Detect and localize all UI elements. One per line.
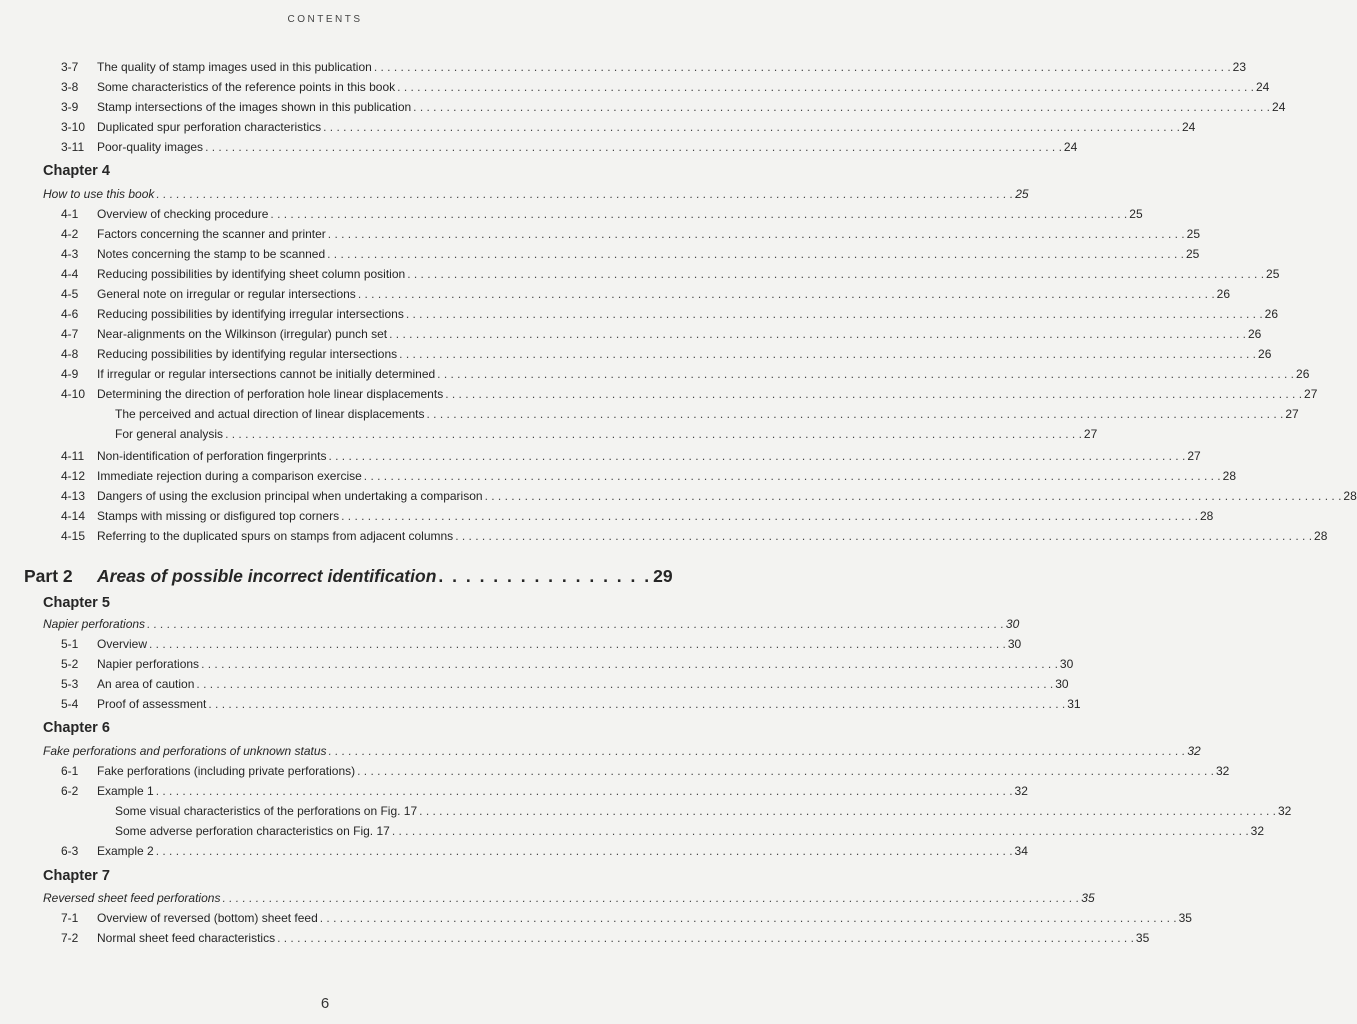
entry-title: Overview of reversed (bottom) sheet feed bbox=[97, 911, 318, 925]
toc-entry bbox=[61, 100, 1286, 114]
dot-leader bbox=[358, 287, 1215, 301]
entry-number: 7-1 bbox=[61, 911, 79, 925]
entry-title: Overview of checking procedure bbox=[97, 207, 269, 221]
toc-entry bbox=[61, 80, 1270, 94]
entry-number: 3-10 bbox=[61, 120, 86, 134]
entry-title: Reversed sheet feed perforations bbox=[43, 891, 221, 905]
entry-number: 3-7 bbox=[61, 60, 79, 74]
entry-number: 5-4 bbox=[61, 697, 79, 711]
entry-title: Duplicated spur perforation characteristics bbox=[97, 120, 322, 134]
entry-page: 32 bbox=[1014, 784, 1028, 798]
entry-page: 27 bbox=[1083, 427, 1098, 441]
entry-title: Factors concerning the scanner and printer bbox=[97, 227, 326, 241]
toc-entry bbox=[61, 367, 1310, 381]
entry-page: 27 bbox=[1304, 387, 1318, 401]
entry-title: Dangers of using the exclusion principal when undertaking a comparison bbox=[97, 489, 483, 503]
chapter-subtitle bbox=[43, 891, 1095, 905]
entry-page: 31 bbox=[1067, 697, 1081, 711]
dot-leader bbox=[392, 824, 1249, 838]
entry-page: 27 bbox=[1187, 449, 1201, 463]
entry-page: 26 bbox=[1258, 347, 1272, 361]
dot-leader bbox=[389, 327, 1246, 341]
entry-title: Stamp intersections of the images shown in this publication bbox=[97, 100, 412, 114]
chapter-heading: Chapter 6 bbox=[43, 720, 110, 736]
entry-title: An area of caution bbox=[97, 677, 195, 691]
toc-entry bbox=[61, 60, 1247, 74]
entry-title: Non-identification of perforation fingerprints bbox=[97, 449, 327, 463]
toc-entry bbox=[61, 784, 1028, 798]
entry-page: 25 bbox=[1185, 247, 1200, 261]
entry-page: 30 bbox=[1007, 637, 1022, 651]
page-number: 6 bbox=[320, 995, 330, 1012]
dot-leader bbox=[445, 387, 1302, 401]
chapter-subtitle bbox=[43, 744, 1201, 758]
toc-entry bbox=[61, 449, 1201, 463]
dot-leader bbox=[149, 637, 1006, 651]
entry-number: 7-2 bbox=[61, 931, 79, 945]
entry-page: 35 bbox=[1178, 911, 1192, 925]
entry-number: 5-2 bbox=[61, 657, 79, 671]
entry-title: The quality of stamp images used in this publication bbox=[97, 60, 372, 74]
running-header: CONTENTS bbox=[287, 14, 363, 25]
entry-title: Referring to the duplicated spurs on stamps from adjacent columns bbox=[97, 529, 454, 543]
chapter-heading: Chapter 5 bbox=[43, 595, 110, 611]
dot-leader bbox=[320, 911, 1177, 925]
entry-page: 25 bbox=[1186, 227, 1200, 241]
entry-title: Determining the direction of perforation hole linear displacements bbox=[97, 387, 444, 401]
chapter-heading: Chapter 4 bbox=[43, 163, 110, 179]
entry-number: 4-15 bbox=[61, 529, 86, 543]
entry-page: 28 bbox=[1314, 529, 1328, 543]
entry-page: 25 bbox=[1129, 207, 1143, 221]
entry-title: Overview bbox=[97, 637, 148, 651]
entry-number: 3-11 bbox=[61, 140, 85, 154]
toc-entry bbox=[61, 911, 1192, 925]
entry-number: 4-6 bbox=[61, 307, 79, 321]
dot-leader bbox=[357, 764, 1214, 778]
entry-title: For general analysis bbox=[115, 427, 224, 441]
entry-page: 25 bbox=[1266, 267, 1280, 281]
entry-number: 4-11 bbox=[61, 449, 85, 463]
chapter-subtitle bbox=[43, 187, 1029, 201]
dot-leader bbox=[399, 347, 1256, 361]
toc-entry bbox=[61, 347, 1272, 361]
entry-number: 3-9 bbox=[61, 100, 79, 114]
toc-entry bbox=[61, 469, 1236, 483]
dot-leader bbox=[222, 891, 1079, 905]
toc-entry bbox=[61, 287, 1231, 301]
entry-page: 35 bbox=[1081, 891, 1095, 905]
entry-title: Fake perforations (including private perforations) bbox=[97, 764, 356, 778]
dot-leader bbox=[277, 931, 1134, 945]
entry-title: Poor-quality images bbox=[97, 140, 204, 154]
dot-leader bbox=[397, 80, 1254, 94]
entry-page: 32 bbox=[1215, 764, 1230, 778]
dot-leader bbox=[364, 469, 1221, 483]
toc-entry bbox=[61, 844, 1028, 858]
entry-title: Immediate rejection during a comparison exercise bbox=[97, 469, 362, 483]
dot-leader bbox=[407, 267, 1264, 281]
entry-page: 30 bbox=[1059, 657, 1074, 671]
entry-number: 4-13 bbox=[61, 489, 86, 503]
dot-leader bbox=[201, 657, 1058, 671]
entry-page: 28 bbox=[1222, 469, 1236, 483]
toc-entry bbox=[61, 327, 1262, 341]
entry-number: 4-5 bbox=[61, 287, 79, 301]
toc-subentry bbox=[115, 407, 1299, 421]
part-page: 29 bbox=[653, 566, 673, 586]
entry-title: How to use this book bbox=[43, 187, 155, 201]
toc-entry bbox=[61, 489, 1357, 503]
part-title: Areas of possible incorrect identification bbox=[97, 566, 437, 586]
entry-page: 26 bbox=[1264, 307, 1279, 321]
entry-number: 5-1 bbox=[61, 637, 79, 651]
entry-page: 24 bbox=[1063, 140, 1078, 154]
dot-leader bbox=[208, 697, 1065, 711]
entry-page: 30 bbox=[1005, 617, 1020, 631]
part-leader: . . . . . . . . . . . . . . . . bbox=[438, 566, 652, 586]
entry-page: 35 bbox=[1135, 931, 1150, 945]
entry-title: Some visual characteristics of the perforations on Fig. 17 bbox=[115, 804, 418, 818]
entry-page: 27 bbox=[1285, 407, 1299, 421]
entry-title: Fake perforations and perforations of unknown status bbox=[43, 744, 327, 758]
entry-page: 26 bbox=[1296, 367, 1310, 381]
entry-page: 24 bbox=[1181, 120, 1196, 134]
entry-page: 26 bbox=[1216, 287, 1231, 301]
toc-entry bbox=[61, 657, 1074, 671]
entry-page: 25 bbox=[1015, 187, 1029, 201]
toc-entry bbox=[61, 931, 1150, 945]
part-label: Part 2 bbox=[24, 566, 73, 586]
dot-leader bbox=[341, 509, 1198, 523]
entry-number: 6-1 bbox=[61, 764, 79, 778]
entry-title: Reducing possibilities by identifying irregular intersections bbox=[97, 307, 404, 321]
toc-entry bbox=[61, 140, 1078, 154]
toc-subentry bbox=[115, 824, 1265, 838]
entry-number: 5-3 bbox=[61, 677, 79, 691]
entry-number: 4-12 bbox=[61, 469, 86, 483]
dot-leader bbox=[270, 207, 1127, 221]
entry-title: Example 1 bbox=[97, 784, 154, 798]
entry-title: Reducing possibilities by identifying sheet column position bbox=[97, 267, 406, 281]
entry-number: 4-2 bbox=[61, 227, 79, 241]
entry-title: Normal sheet feed characteristics bbox=[97, 931, 276, 945]
dot-leader bbox=[225, 427, 1082, 441]
toc-entry bbox=[61, 247, 1200, 261]
chapter-heading: Chapter 7 bbox=[43, 868, 110, 884]
toc-entry bbox=[61, 307, 1279, 321]
entry-page: 32 bbox=[1278, 804, 1292, 818]
entry-page: 24 bbox=[1272, 100, 1286, 114]
dot-leader bbox=[455, 529, 1312, 543]
entry-title: The perceived and actual direction of linear displacements bbox=[115, 407, 425, 421]
entry-title: Stamps with missing or disfigured top corners bbox=[97, 509, 340, 523]
dot-leader bbox=[413, 100, 1270, 114]
entry-title: Notes concerning the stamp to be scanned bbox=[97, 247, 326, 261]
toc-entry bbox=[61, 207, 1143, 221]
entry-number: 4-14 bbox=[61, 509, 86, 523]
entry-page: 32 bbox=[1250, 824, 1265, 838]
dot-leader bbox=[374, 60, 1231, 74]
dot-leader bbox=[427, 407, 1284, 421]
toc-entry bbox=[61, 697, 1081, 711]
entry-title: Some adverse perforation characteristics on Fig. 17 bbox=[115, 824, 390, 838]
dot-leader bbox=[323, 120, 1180, 134]
entry-page: 23 bbox=[1232, 60, 1247, 74]
toc-entry bbox=[61, 120, 1196, 134]
dot-leader bbox=[329, 744, 1186, 758]
entry-page: 30 bbox=[1055, 677, 1069, 691]
toc-entry bbox=[61, 764, 1230, 778]
entry-title: General note on irregular or regular intersections bbox=[97, 287, 356, 301]
entry-title: Napier perforations bbox=[43, 617, 146, 631]
dot-leader bbox=[437, 367, 1294, 381]
toc-subentry bbox=[115, 804, 1292, 818]
toc-subentry bbox=[115, 427, 1098, 441]
toc-entry bbox=[61, 637, 1022, 651]
dot-leader bbox=[328, 449, 1185, 463]
toc-entry bbox=[61, 227, 1200, 241]
dot-leader bbox=[205, 140, 1062, 154]
part-heading bbox=[24, 566, 673, 587]
dot-leader bbox=[327, 247, 1184, 261]
entry-number: 4-3 bbox=[61, 247, 79, 261]
toc-entry bbox=[61, 529, 1328, 543]
toc-entry bbox=[61, 677, 1069, 691]
dot-leader bbox=[147, 617, 1004, 631]
dot-leader bbox=[406, 307, 1263, 321]
entry-page: 34 bbox=[1014, 844, 1028, 858]
dot-leader bbox=[485, 489, 1342, 503]
entry-number: 4-8 bbox=[61, 347, 79, 361]
entry-number: 4-9 bbox=[61, 367, 79, 381]
entry-title: If irregular or regular intersections cannot be initially determined bbox=[97, 367, 436, 381]
entry-title: Reducing possibilities by identifying regular intersections bbox=[97, 347, 398, 361]
dot-leader bbox=[328, 227, 1185, 241]
entry-number: 4-1 bbox=[61, 207, 79, 221]
dot-leader bbox=[156, 844, 1013, 858]
entry-number: 4-4 bbox=[61, 267, 79, 281]
toc-entry bbox=[61, 267, 1280, 281]
entry-page: 28 bbox=[1199, 509, 1214, 523]
entry-page: 26 bbox=[1247, 327, 1262, 341]
entry-page: 28 bbox=[1343, 489, 1357, 503]
toc-entry bbox=[61, 387, 1318, 401]
entry-page: 24 bbox=[1256, 80, 1270, 94]
entry-number: 6-2 bbox=[61, 784, 79, 798]
entry-page: 32 bbox=[1187, 744, 1201, 758]
entry-number: 6-3 bbox=[61, 844, 79, 858]
entry-title: Some characteristics of the reference points in this book bbox=[97, 80, 396, 94]
chapter-subtitle bbox=[43, 617, 1020, 631]
dot-leader bbox=[156, 784, 1013, 798]
entry-number: 4-10 bbox=[61, 387, 86, 401]
toc-entry bbox=[61, 509, 1214, 523]
dot-leader bbox=[196, 677, 1053, 691]
entry-title: Proof of assessment bbox=[97, 697, 207, 711]
dot-leader bbox=[419, 804, 1276, 818]
entry-title: Example 2 bbox=[97, 844, 154, 858]
dot-leader bbox=[156, 187, 1013, 201]
entry-number: 4-7 bbox=[61, 327, 79, 341]
entry-number: 3-8 bbox=[61, 80, 79, 94]
entry-title: Near-alignments on the Wilkinson (irregular) punch set bbox=[97, 327, 388, 341]
entry-title: Napier perforations bbox=[97, 657, 200, 671]
